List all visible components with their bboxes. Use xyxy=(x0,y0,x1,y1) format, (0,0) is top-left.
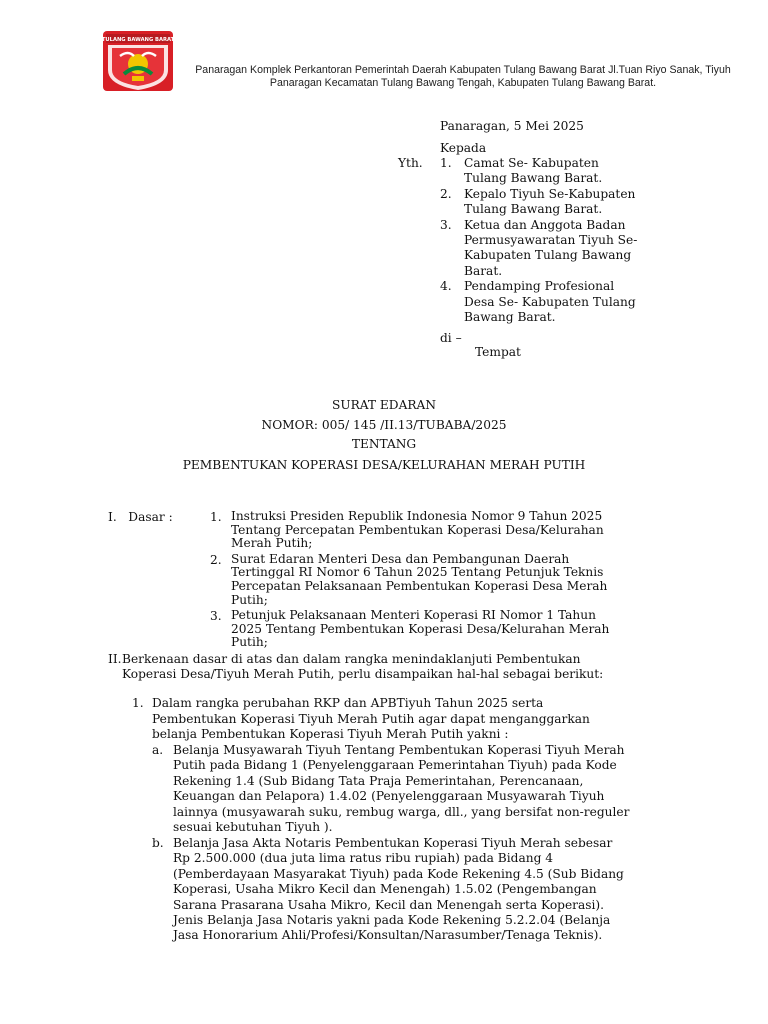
document-number: NOMOR: 005/ 145 /II.13/TUBABA/2025 xyxy=(261,418,507,432)
sub-point-b xyxy=(152,836,680,944)
letter-date: Panaragan, 5 Mei 2025 xyxy=(440,119,584,133)
item-number: 3. xyxy=(210,609,222,624)
item-number: 2. xyxy=(210,552,222,567)
recipient-text: Camat Se- Kabupaten Tulang Bawang Barat. xyxy=(464,156,603,186)
sub-point-letter: a. xyxy=(152,743,164,757)
recipient-number: 2. xyxy=(440,186,452,201)
section-number: II. xyxy=(108,652,122,666)
item-text: Surat Edaran Menteri Desa dan Pembangunan Daerah Tertinggal RI Nomor 6 Tahun 2025 Tentang Petunjuk Teknis Percepatan Pelaksanaan Pembentukan Koperasi Desa Merah Putih; xyxy=(231,551,608,607)
recipient-list xyxy=(398,156,698,325)
document-about: TENTANG xyxy=(351,437,417,451)
document-subject: PEMBENTUKAN KOPERASI DESA/KELURAHAN MERAH PUTIH xyxy=(182,458,586,472)
item-text: Petunjuk Pelaksanaan Menteri Koperasi RI Nomor 1 Tahun 2025 Tentang Pembentukan Koperasi Desa/Kelurahan Merah Putih; xyxy=(231,608,610,650)
list-item xyxy=(210,609,668,652)
point-text: Dalam rangka perubahan RKP dan APBTiyuh Tahun 2025 serta Pembentukan Koperasi Tiyuh Merah Putih agar dapat menganggarkan belanja Pembentukan Koperasi Tiyuh Merah Putih yakni : xyxy=(152,696,590,742)
sub-point-a xyxy=(152,743,680,835)
recipient-number: 1. xyxy=(440,156,452,170)
svg-text:TULANG BAWANG BARAT: TULANG BAWANG BARAT xyxy=(102,37,174,43)
list-item xyxy=(210,510,668,553)
recipient-number: 3. xyxy=(440,217,452,232)
recipient-text: Ketua dan Anggota Badan Permusyawaratan Tiyuh Se- Kabupaten Tulang Bawang Barat. xyxy=(464,217,638,278)
point-1 xyxy=(132,696,680,743)
item-number: 1. xyxy=(210,510,222,524)
document-type: SURAT EDARAN xyxy=(331,398,437,412)
recipient-text: Pendamping Profesional Desa Se- Kabupaten Tulang Bawang Barat. xyxy=(464,279,636,325)
regency-crest-logo xyxy=(102,30,174,92)
section-berkenaan xyxy=(108,652,680,683)
list-item xyxy=(210,553,668,609)
recipient-item xyxy=(398,218,698,280)
letterhead-address: Panaragan Komplek Perkantoran Pemerintah Daerah Kabupaten Tulang Bawang Barat Jl.Tuan Riyo Sanak, Tiyuh Panaragan Kecamatan Tulang Bawang Tengah, Kabupaten Tulang Bawang Barat. xyxy=(195,64,731,89)
dasar-list xyxy=(210,510,668,652)
yth-label: Yth. xyxy=(398,156,423,170)
recipient-number: 4. xyxy=(440,279,452,294)
recipient-text: Kepalo Tiyuh Se-Kabupaten Tulang Bawang Barat. xyxy=(464,186,636,217)
sub-point-text: Belanja Jasa Akta Notaris Pembentukan Koperasi Tiyuh Merah sebesar Rp 2.500.000 (dua juta lima ratus ribu rupiah) pada Bidang 4 (Pemberdayaan Masyarakat Tiyuh) pada Kode Rekening 4.5 (Sub Bidang Koperasi, Usaha Mikro Kecil dan Menengah) 1.5.02 (Pengembangan Sarana Prasarana Usaha Mikro, Kecil dan Menengah serta Koperasi). Jenis Belanja Jasa Notaris yakni pada Kode Rekening 5.2.2.04 (Belanja Jasa Honorarium Ahli/Profesi/Konsultan/Narasumber/Tenaga Teknis). xyxy=(173,836,624,943)
recipient-item xyxy=(398,279,698,325)
recipient-item xyxy=(398,187,698,218)
item-text: Instruksi Presiden Republik Indonesia Nomor 9 Tahun 2025 Tentang Percepatan Pembentukan Koperasi Desa/Kelurahan Merah Putih; xyxy=(231,509,604,551)
tempat-label: Tempat xyxy=(475,345,521,359)
sub-point-text: Belanja Musyawarah Tiyuh Tentang Pembentukan Koperasi Tiyuh Merah Putih pada Bidang 1 (Penyelenggaraan Pemerintahan Tiyuh) pada Kode Rekening 1.4 (Sub Bidang Tata Praja Pemerintahan, Perencanaan, Keuangan dan Pelapora) 1.4.02 (Penyelenggaraan Musyawarah Tiyuh lainnya (musyawarah suku, rembug warga, dll., yang bersifat non-reguler sesuai kebutuhan Tiyuh ). xyxy=(173,743,630,835)
point-number: 1. xyxy=(132,696,144,710)
recipient-item xyxy=(398,156,698,187)
section-label: I. Dasar : xyxy=(108,510,173,524)
di-label: di – xyxy=(440,331,462,345)
kepada-label: Kepada xyxy=(440,141,487,155)
section-text: Berkenaan dasar di atas dan dalam rangka menindaklanjuti Pembentukan Koperasi Desa/Tiyuh Merah Putih, perlu disampaikan hal-hal sebagai berikut: xyxy=(122,652,604,682)
sub-point-letter: b. xyxy=(152,836,164,850)
